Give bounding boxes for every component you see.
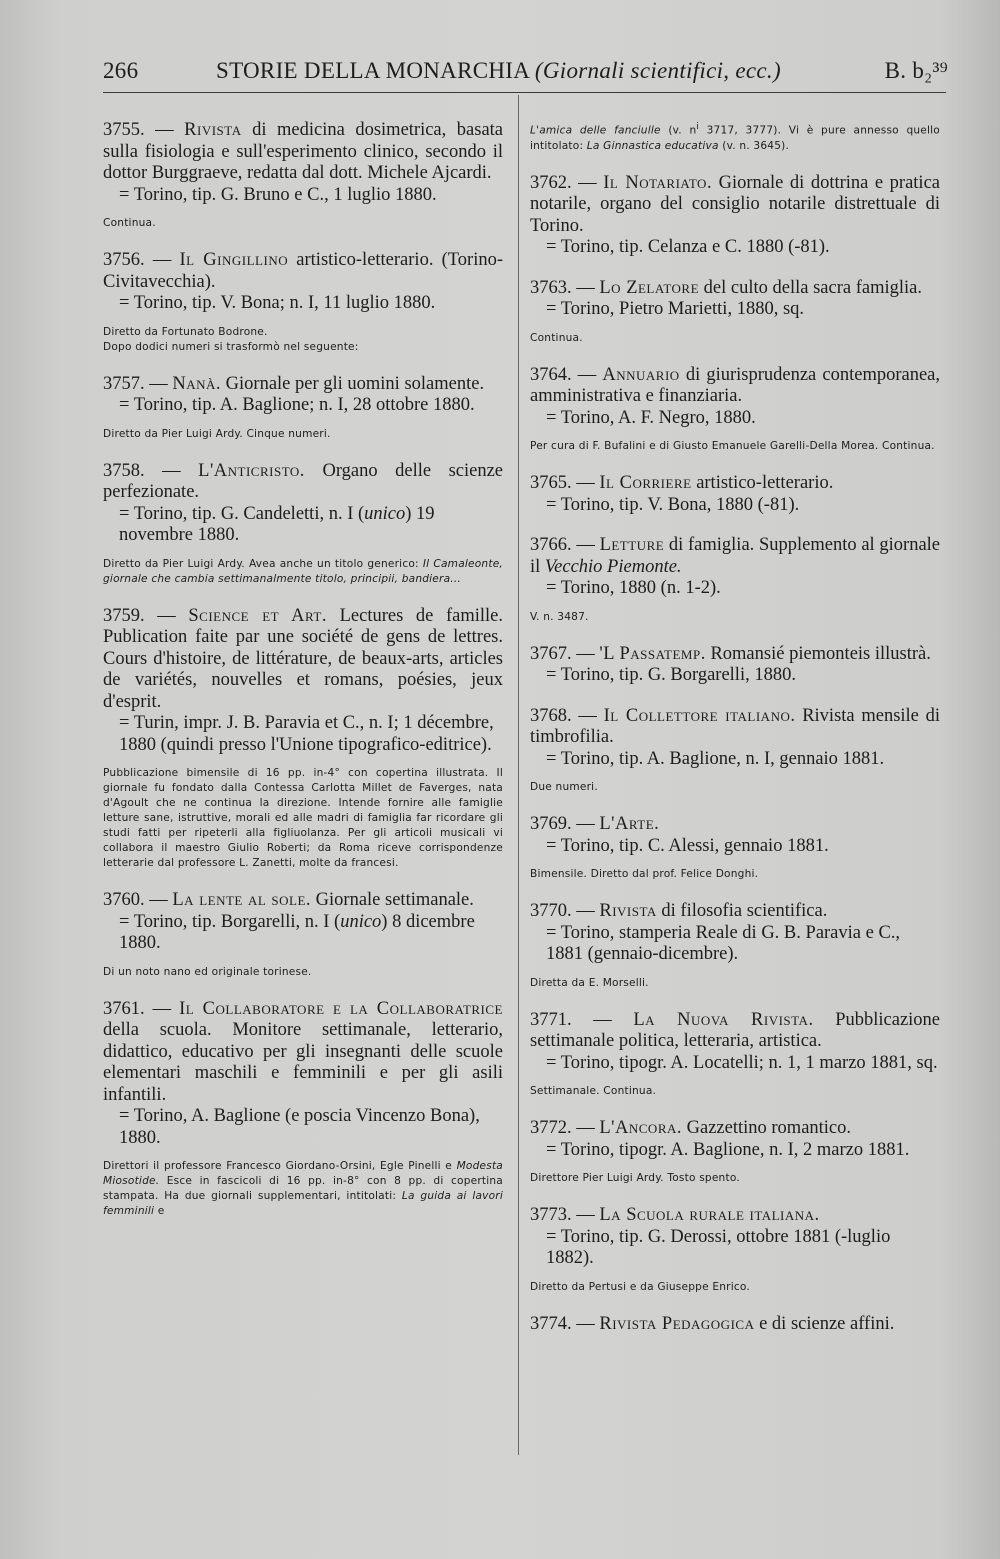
entry-title: Rivista — [184, 120, 242, 140]
entry-imprint: = Torino, tip. V. Bona, 1880 (-81). — [546, 494, 800, 515]
entry-3765: 3765. — Il Corriere artistico-letterario. = Torino, tip. V. Bona, 1880 (-81). — [530, 473, 940, 516]
entry-number: 3763. — [530, 277, 572, 298]
entry-description: e di scienze affini. — [759, 1313, 895, 1334]
entry-3756: 3756. — Il Gingillino artistico-letterario. (Torino-Civitavecchia). = Torino, tip. V. Bona; n. I, 11 luglio 1880. — [103, 250, 504, 313]
entry-note: Diretto da Fortunato Bodrone. — [103, 325, 268, 338]
entry-title: Science et Art. — [188, 605, 327, 626]
entry-note — [103, 1159, 503, 1219]
entry-imprint: = Torino, tip. A. Baglione, n. I, gennaio 1881. — [546, 748, 885, 769]
entry-number: 3768. — [530, 705, 572, 726]
entry-title: Lo Zelatore — [599, 277, 700, 298]
entry-3774: 3774. — Rivista Pedagogica e di scienze affini. — [530, 1313, 895, 1334]
entry-note: Per cura di F. Bufalini e di Giusto Emanuele Garelli-Della Morea. Continua. — [530, 440, 935, 453]
entry-imprint: = Turin, impr. J. B. Paravia et C., n. I; 1 décembre, 1880 (quindi presso l'Unione tipografico-editrice). — [119, 713, 494, 755]
entry-number: 3767. — [530, 643, 572, 664]
entry-title: L'Anticristo. — [198, 460, 305, 481]
entry-title: Letture — [599, 535, 665, 556]
entry-3767: 3767. — 'L Passatemp. Romansié piemonteis illustrà. = Torino, tip. G. Borgarelli, 1880. — [530, 644, 940, 687]
entry-3757: 3757. — Nanà. Giornale per gli uomini solamente. = Torino, tip. A. Baglione; n. I, 28 ottobre 1880. — [103, 374, 503, 417]
entry-3769: 3769. — L'Arte. = Torino, tip. C. Alessi, gennaio 1881. — [530, 814, 940, 857]
entry-imprint: = Torino, 1880 (n. 1-2). — [546, 578, 721, 599]
entry-note: Settimanale. Continua. — [530, 1085, 657, 1098]
entry-number: 3766. — [530, 535, 572, 556]
entry-title: Il Corriere — [599, 473, 692, 494]
entry-note: Pubblicazione bimensile di 16 pp. in-4° con copertina illustrata. Il giornale fu fondato dalla Contessa Carlotta Millet de Faverges, nata d'Agoult che ne continua la direzione. Intende fornire alle famiglie letture sane, istruttive, morali ed alle madri di famiglia far ricordare gli studi fatti per ripeterli alla figliuolanza. Per gli articoli musicali vi collabora il maestro Giulio Roberti; da Roma riceve corrispondenze letterarie dal professore L. Zanetti, molte da francesi. — [103, 767, 503, 869]
entry-imprint: = Torino, A. Baglione (e poscia Vincenzo Bona), 1880. — [119, 1106, 480, 1148]
entry-title: Rivista — [599, 901, 657, 922]
entry-number: 3772. — [530, 1118, 572, 1139]
entry-note: Diretto da Pier Luigi Ardy. Cinque numeri. — [103, 427, 331, 440]
entry-number: 3760. — [103, 890, 145, 910]
entry-description: Romansié piemonteis illustrà. — [710, 643, 931, 664]
entry-description: Gazzettino romantico. — [686, 1118, 852, 1139]
note-text: Diretto da Pier Luigi Ardy. Avea anche un titolo generico: — [103, 557, 423, 570]
note-text: Direttori il professore Francesco Giordano-Orsini, Egle Pinelli e — [103, 1160, 457, 1172]
entry-note — [103, 557, 503, 587]
entry-description: artistico-letterario. (Torino-Civitavecchia). — [103, 250, 504, 292]
entry-imprint: = Torino, tip. Celanza e C. 1880 (-81). — [546, 237, 830, 258]
entry-3768: 3768. — Il Collettore italiano. Rivista mensile di timbrofilia. = Torino, tip. A. Baglione, n. I, gennaio 1881. — [530, 705, 940, 769]
entry-imprint — [103, 912, 503, 955]
signature-mark: B. b₂³⁹ — [884, 58, 948, 83]
entry-description: artistico-letterario. — [696, 473, 834, 494]
entry-title: Nanà. — [172, 373, 222, 394]
entry-3771: 3771. — La Nuova Rivista. Pubblicazione settimanale politica, letteraria, artistica. = Torino, tipogr. A. Locatelli; n. 1, 1 marzo 1881, sq. — [530, 1009, 941, 1073]
entry-imprint: = Torino, tip. V. Bona; n. I, 11 luglio 1880. — [119, 293, 436, 313]
entry-title: Il Collaboratore e la Collaboratrice — [179, 998, 504, 1019]
note-italic: La guida ai lavori femminili — [103, 1190, 503, 1217]
note-italic: La Ginnastica educativa — [586, 139, 719, 152]
entry-title: La lente al sole. — [172, 890, 312, 910]
note-text: Esce in fascicoli di 16 pp. in-8° con 8 pp. di copertina stampata. Ha due giornali supplementari, intitolati: — [103, 1175, 503, 1202]
entry-imprint: = Torino, tip. C. Alessi, gennaio 1881. — [546, 835, 829, 856]
note-text: (v. n — [660, 124, 697, 137]
entry-number: 3770. — [530, 901, 572, 922]
entry-note: Continua. — [103, 217, 156, 229]
entry-note: Diretta da E. Morselli. — [530, 976, 649, 989]
entry-3764: 3764. — Annuario di giurisprudenza contemporanea, amministrativa e finanziaria. = Torino, A. F. Negro, 1880. — [530, 364, 941, 428]
entry-imprint: = Torino, A. F. Negro, 1880. — [546, 407, 756, 428]
entry-3773: 3773. — La Scuola rurale italiana. = Torino, tip. G. Derossi, ottobre 1881 (-luglio 1882). — [530, 1205, 940, 1270]
entry-3762: 3762. — Il Notariato. Giornale di dottrina e pratica notarile, organo del consiglio notarile distrettuale di Torino. = Torino, tip. Celanza e C. 1880 (-81). — [530, 172, 940, 258]
entry-description: Giornale per gli uomini solamente. — [225, 373, 485, 394]
entry-imprint: = Torino, tipogr. A. Baglione, n. I, 2 marzo 1881. — [546, 1139, 910, 1160]
imprint-text: ) 8 dicembre 1880. — [119, 911, 475, 953]
running-header — [103, 58, 948, 88]
entry-number: 3774. — [530, 1313, 572, 1334]
note-italic: Modesta Miosotide. — [103, 1160, 503, 1187]
imprint-italic: unico — [364, 503, 406, 524]
entry-number: 3765. — [530, 473, 572, 494]
entry-description: di giurisprudenza contemporanea, amministrativa e finanziaria. — [530, 364, 941, 407]
column-divider — [518, 95, 519, 1455]
entry-imprint: = Torino, tip. G. Borgarelli, 1880. — [546, 665, 796, 686]
entry-description: Pubblicazione settimanale politica, letteraria, artistica. — [530, 1009, 941, 1052]
entry-3766: 3766. — Letture di famiglia. Supplemento al giornale il Vecchio Piemonte. = Torino, 1880 (n. 1-2). — [530, 535, 941, 599]
imprint-italic: unico — [340, 911, 382, 932]
imprint-text: = Torino, tip. G. Candeletti, n. I ( — [119, 503, 365, 524]
note-italic: Il Camaleonte, giornale che cambia settimanalmente titolo, principii, bandiera... — [103, 557, 503, 585]
entry-imprint: = Torino, stamperia Reale di G. B. Paravia e C., 1881 (gennaio-dicembre). — [546, 922, 901, 965]
entry-description: di famiglia. Supplemento al giornale il — [530, 535, 941, 577]
entry-imprint: = Torino, tip. G. Derossi, ottobre 1881 (-luglio 1882). — [546, 1226, 891, 1269]
continued-note — [530, 120, 940, 154]
entry-imprint: = Torino, tip. G. Bruno e C., 1 luglio 1880. — [119, 184, 437, 205]
entry-title: L'Arte. — [599, 814, 660, 835]
page-number: 266 — [103, 58, 139, 83]
imprint-text: = Torino, tip. Borgarelli, n. I ( — [119, 911, 341, 932]
entry-3761: 3761. — Il Collaboratore e la Collaboratrice della scuola. Monitore settimanale, letterario, didattico, educativo per gli insegnanti delle scuole elementari maschili e femminili e per gli asili infantili. = Torino, A. Baglione (e poscia Vincenzo Bona), 1880. — [103, 998, 504, 1148]
entry-description: di filosofia scientifica. — [661, 901, 828, 922]
entry-description: Organo delle scienze perfezionate. — [103, 460, 504, 502]
entry-number: 3762. — [530, 172, 572, 193]
entry-number: 3773. — [530, 1205, 572, 1226]
entry-number: 3756. — [103, 250, 145, 270]
entry-title: Il Collettore italiano. — [603, 705, 796, 726]
entry-number: 3758. — [103, 460, 145, 481]
running-title-main: STORIE DELLA MONARCHIA — [216, 58, 529, 83]
entry-number: 3755. — [103, 120, 145, 140]
entry-title: La Nuova Rivista. — [633, 1009, 814, 1030]
entry-note: Continua. — [530, 331, 583, 344]
entry-title: Rivista Pedagogica — [599, 1313, 755, 1334]
entry-imprint: = Torino, Pietro Marietti, 1880, sq. — [546, 299, 805, 320]
entry-number: 3759. — [103, 605, 145, 626]
entry-3770: 3770. — Rivista di filosofia scientifica. = Torino, stamperia Reale di G. B. Paravia e C., 1881 (gennaio-dicembre). — [530, 901, 940, 966]
entry-number: 3771. — [530, 1009, 572, 1030]
entry-description: della scuola. Monitore settimanale, letterario, didattico, educativo per gli insegnanti delle scuole elementari maschili e femminili e per gli asili infantili. — [103, 1020, 503, 1105]
entry-note: Dopo dodici numeri si trasformò nel seguente: — [103, 340, 359, 353]
entry-imprint — [103, 504, 503, 547]
entry-description: Giornale di dottrina e pratica notarile, organo del consiglio notarile distrettuale di Torino. — [530, 172, 940, 236]
note-italic: L'amica delle fanciulle — [530, 124, 661, 137]
entry-3760: 3760. — La lente al sole. Giornale settimanale. = Torino, tip. Borgarelli, n. I (unico) 8 dicembre 1880. — [103, 890, 503, 955]
note-text: 3717, 3777). Vi è pure annesso quello intitolato: — [530, 124, 940, 152]
entry-title: L'Ancora. — [599, 1118, 683, 1139]
entry-title: 'L Passatemp. — [599, 643, 706, 664]
note-text: (v. n. 3645). — [718, 139, 790, 152]
left-column — [103, 120, 503, 1219]
entry-number: 3761. — [103, 998, 145, 1019]
note-superscript: i — [696, 122, 700, 132]
entry-3772: 3772. — L'Ancora. Gazzettino romantico. = Torino, tipogr. A. Baglione, n. I, 2 marzo 1881. — [530, 1118, 940, 1161]
entry-number: 3764. — [530, 364, 572, 385]
entry-note: Di un noto nano ed originale torinese. — [103, 965, 312, 978]
right-column — [530, 120, 940, 1335]
header-rule — [103, 92, 946, 93]
entry-note: V. n. 3487. — [530, 610, 589, 623]
entry-3755: 3755. — Rivista di medicina dosimetrica, basata sulla fisiologia e sull'esperimento clinico, secondo il dottor Burggraeve, redatta dal dott. Michele Ajcardi. = Torino, tip. G. Bruno e C., 1 luglio 1880. — [103, 120, 504, 205]
imprint-text: ) 19 novembre 1880. — [119, 503, 435, 545]
entry-number: 3757. — [103, 373, 145, 394]
entry-note: Diretto da Pertusi e da Giuseppe Enrico. — [530, 1280, 750, 1293]
entry-3763: 3763. — Lo Zelatore del culto della sacra famiglia. = Torino, Pietro Marietti, 1880, sq. — [530, 278, 940, 321]
entry-title: Annuario — [602, 364, 680, 385]
entry-description: Lectures de famille. Publication faite par une société de gens de lettres. Cours d'histoire, de littérature, de beaux-arts, articles de variétés, nouvelles et romans, poésies, jeux d'esprit. — [103, 605, 504, 712]
entry-title: La Scuola rurale italiana. — [599, 1205, 820, 1226]
note-text: e — [154, 1205, 165, 1217]
entry-title: Il Notariato. — [603, 172, 713, 193]
running-title-italic: (Giornali scientifici, ecc.) — [534, 58, 781, 83]
running-title — [216, 58, 781, 84]
entry-imprint: = Torino, tipogr. A. Locatelli; n. 1, 1 marzo 1881, sq. — [546, 1052, 938, 1073]
entry-note: Due numeri. — [530, 781, 598, 794]
entry-description: Rivista mensile di timbrofilia. — [530, 705, 940, 748]
entry-description: Giornale settimanale. — [315, 890, 474, 910]
entry-description-italic: Vecchio Piemonte. — [544, 556, 682, 577]
entry-3759: 3759. — Science et Art. Lectures de famille. Publication faite par une société de gens de lettres. Cours d'histoire, de littérature, de beaux-arts, articles de variétés, nouvelles et romans, poésies, jeux d'esprit. = Turin, impr. J. B. Paravia et C., n. I; 1 décembre, 1880 (quindi presso l'Unione tipografico-editrice). — [103, 605, 504, 755]
entry-imprint: = Torino, tip. A. Baglione; n. I, 28 ottobre 1880. — [119, 395, 475, 415]
entry-note: Direttore Pier Luigi Ardy. Tosto spento. — [530, 1172, 740, 1185]
entry-number: 3769. — [530, 814, 572, 835]
entry-title: Il Gingillino — [179, 250, 289, 270]
entry-3758: 3758. — L'Anticristo. Organo delle scienze perfezionate. = Torino, tip. G. Candeletti, n. I (unico) 19 novembre 1880. — [103, 460, 504, 545]
entry-description: di medicina dosimetrica, basata sulla fisiologia e sull'esperimento clinico, secondo il dottor Burggraeve, redatta dal dott. Michele Ajcardi. — [103, 120, 504, 183]
entry-note: Bimensile. Diretto dal prof. Felice Donghi. — [530, 868, 759, 881]
entry-description: del culto della sacra famiglia. — [703, 277, 922, 298]
